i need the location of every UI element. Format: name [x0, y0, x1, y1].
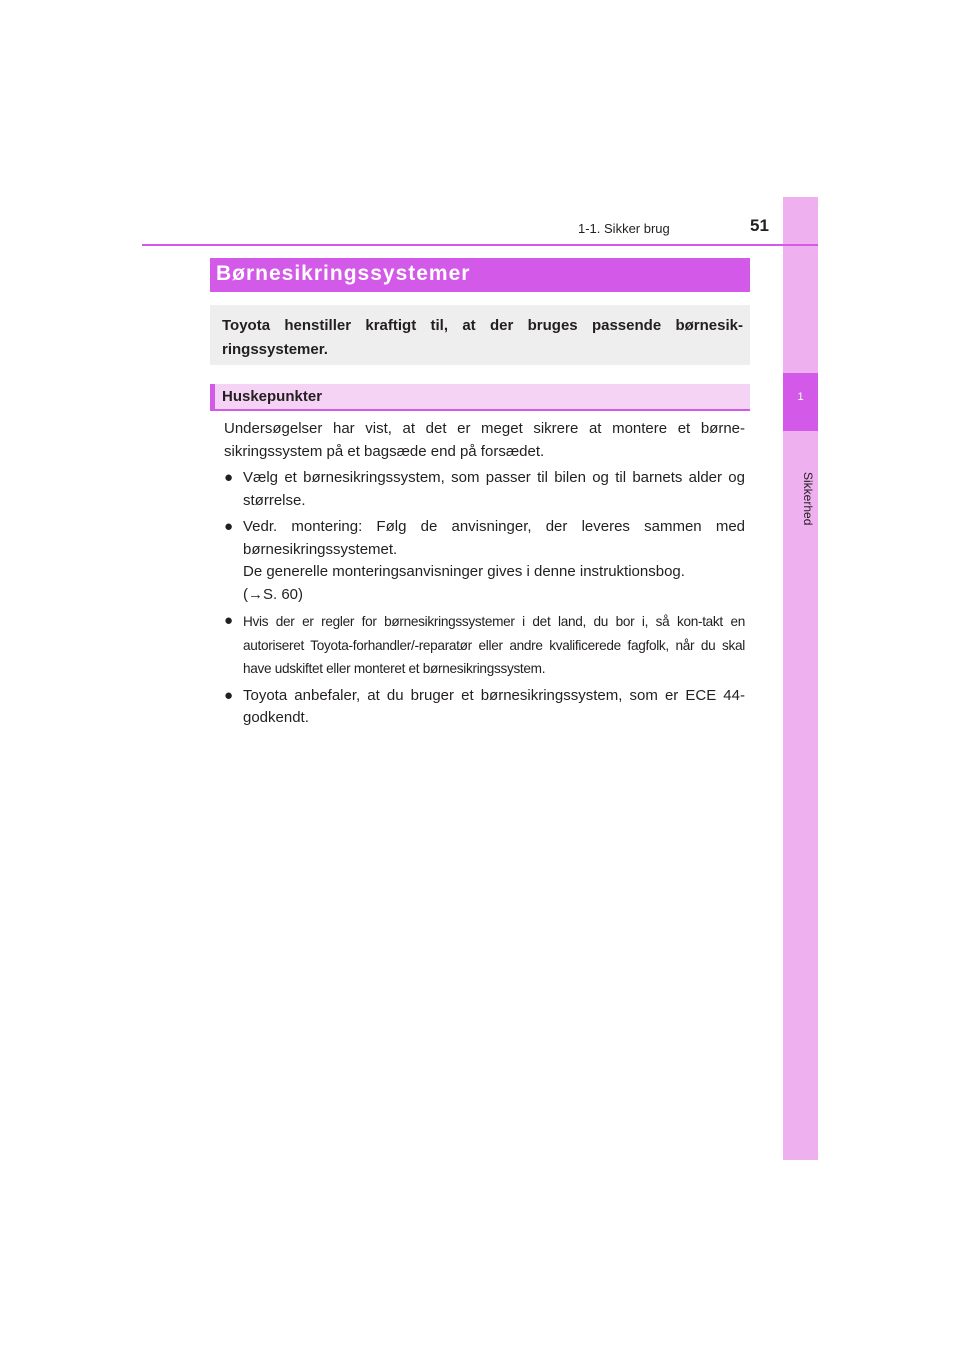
bullet-icon: ● — [224, 518, 234, 535]
list-item — [224, 610, 745, 681]
running-head: 1-1. Sikker brug — [578, 221, 670, 236]
side-tab — [783, 197, 818, 1160]
chapter-number: 1 — [797, 391, 804, 403]
bullet-icon: ● — [224, 469, 234, 486]
intro-text: Toyota henstiller kraftigt til, at der bruges passende børnesik-ringssystemer. — [222, 317, 743, 358]
list-item-text: Vælg et børnesikringssystem, som passer til bilen og til barnets alder og størrelse. — [243, 469, 745, 509]
list-item-text: Hvis der er regler for børnesikringssystemer i det land, du bor i, så kon-takt en autoriseret Toyota-forhandler/-reparatør eller andre kvalificerede fagfolk, når du skal have udskiftet eller monteret et børnesikringssystem. — [243, 614, 745, 676]
section-title: Børnesikringssystemer — [216, 262, 471, 285]
bullet-icon: ● — [224, 612, 234, 629]
bullet-icon: ● — [224, 686, 234, 704]
list-item — [224, 685, 745, 730]
chapter-name: Sikkerhed — [801, 472, 815, 526]
page-reference[interactable]: (→S. 60) — [243, 585, 304, 603]
list-item-text: Toyota anbefaler, at du bruger et børnesikringssystem, som er ECE 44-godkendt. — [243, 686, 745, 726]
list-item — [224, 516, 745, 606]
points-body — [224, 418, 745, 730]
points-heading: Huskepunkter — [222, 388, 323, 405]
header-rule — [142, 244, 818, 246]
lead-paragraph: Undersøgelser har vist, at det er meget sikrere at montere et børne-sikringssystem på et bagsæde end på forsædet. — [224, 420, 745, 460]
page-number: 51 — [750, 216, 769, 235]
list-item — [224, 467, 745, 512]
points-accent — [210, 384, 215, 410]
list-item-text: Vedr. montering: Følg de anvisninger, der leveres sammen med børnesikringssystemet. — [243, 518, 745, 558]
list-item-extra: De generelle monteringsanvisninger gives i denne instruktionsbog. — [243, 563, 685, 580]
points-rule — [210, 409, 750, 411]
